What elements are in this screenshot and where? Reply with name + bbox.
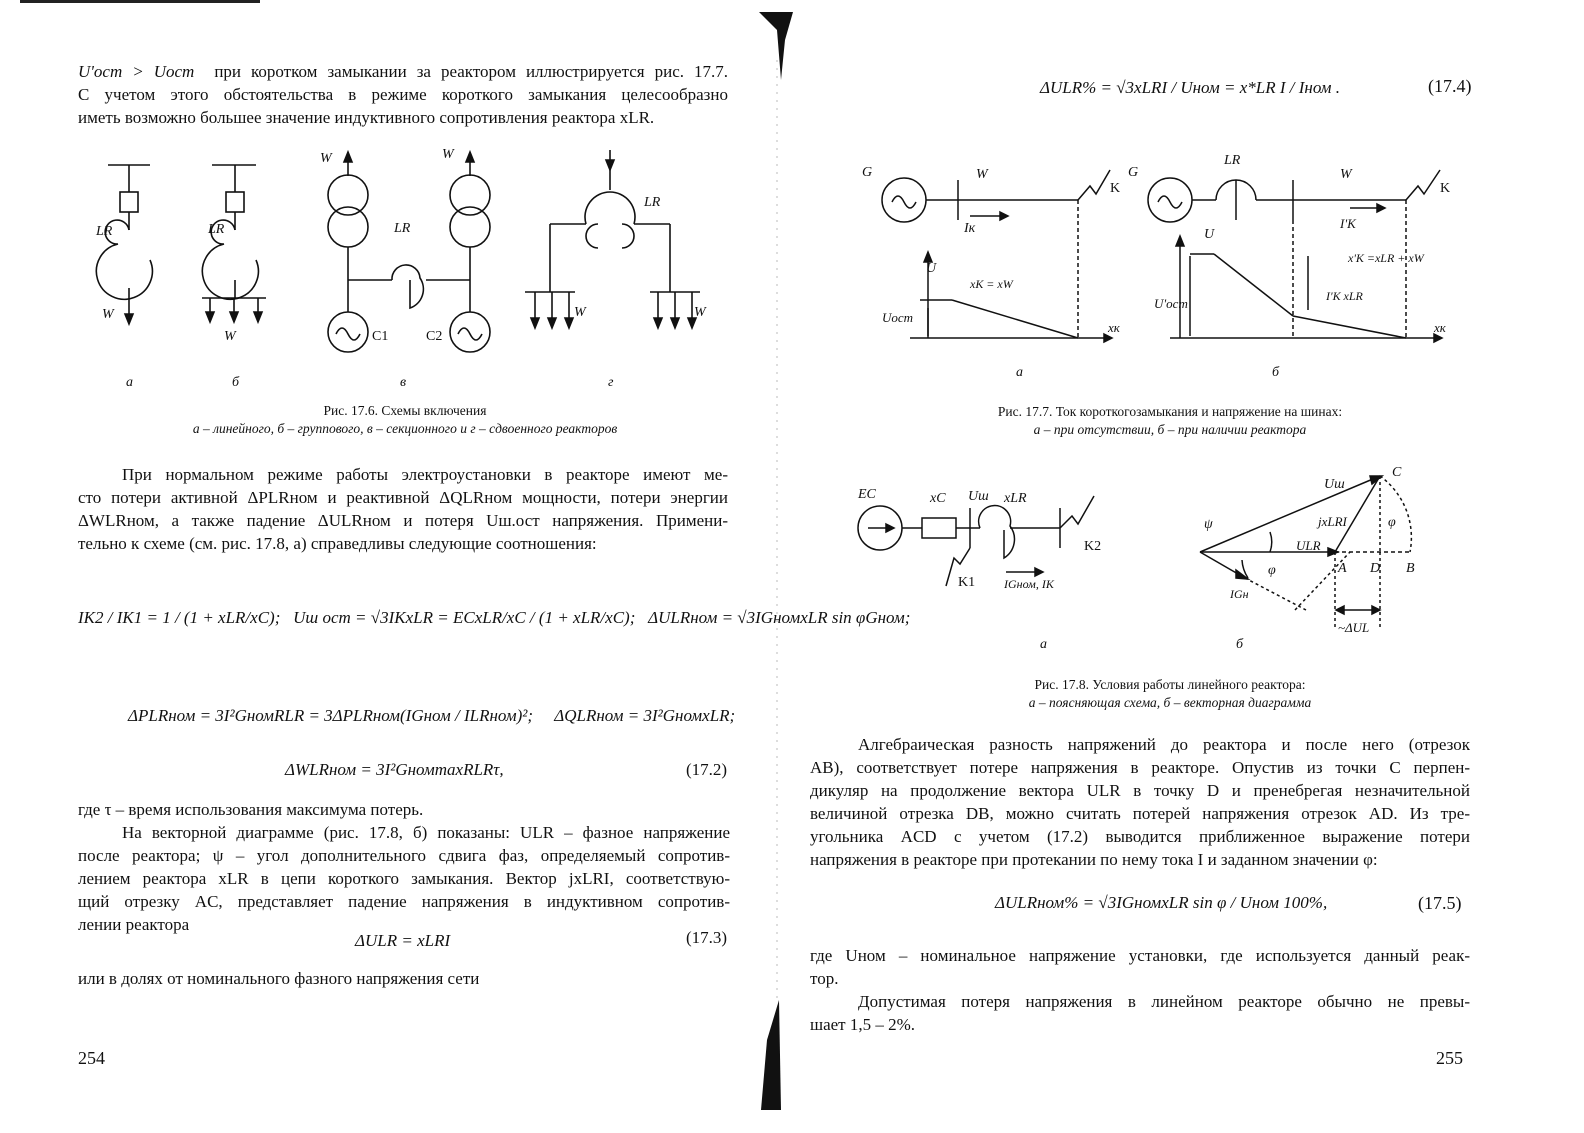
- para3-line-3: дикуляр на продолжение вектора ULR в точку D и пренебрегая незначительной: [810, 781, 1470, 800]
- equation-row-1: [78, 608, 911, 628]
- fig176-w-v2: W: [442, 147, 454, 162]
- equation-17-4: ΔULR% = √3xLRI / Uном = x*LR I / Iном .: [1040, 78, 1341, 97]
- paragraph-4: [810, 944, 1470, 990]
- intro-paragraph: [78, 60, 728, 129]
- fig177-sub-a: а: [1016, 365, 1023, 380]
- para3-line-1: Алгебраическая разность напряжений до реактора и после него (отрезок: [858, 735, 1470, 754]
- tau-line: где τ – время использования максимума потерь.: [78, 800, 424, 819]
- para3-line-2: AB), соответствует потере напряжения в реакторе. Опустив из точки C перпен-: [810, 758, 1470, 777]
- fig176-caption-text: а – линейного, б – группового, в – секционного и г – сдвоенного реакторов: [192, 421, 618, 436]
- paragraph-3: [810, 733, 1470, 871]
- fig178-k2: K2: [1084, 539, 1102, 554]
- para3-line-6: напряжения в реакторе при протекании по нему тока I и заданном значении φ:: [810, 850, 1378, 869]
- fig177-k-b: K: [1440, 181, 1451, 196]
- paragraph-2: [78, 821, 730, 936]
- para1-line-1: При нормальном режиме работы электроустановки в реакторе имеют ме-: [122, 465, 728, 484]
- fig176-w-b: W: [224, 329, 236, 344]
- fig177-xkxw: xК = xW: [970, 277, 1013, 291]
- fig178-sub-b: б: [1236, 637, 1244, 652]
- para1-line-2: сто потери активной ΔPLRном и реактивной ΔQLRном мощности, потери энергии: [78, 488, 728, 507]
- fig178-d: D: [1370, 561, 1381, 576]
- fig177-caption-title: Рис. 17.7. Ток короткогозамыкания и напряжение на шинах:: [997, 404, 1343, 419]
- fig177-w-b: W: [1340, 167, 1352, 182]
- para4-line-1: где Uном – номинальное напряжение установки, где используется данный реак-: [810, 946, 1470, 965]
- paragraph-5: [810, 990, 1470, 1036]
- equation-17-4-number: (17.4): [1428, 76, 1472, 96]
- equation-17-2-number: (17.2): [686, 760, 728, 779]
- fig176-scheme-v: [320, 147, 490, 352]
- fig178-a: A: [1338, 561, 1347, 576]
- equation-17-2: ΔWLRном = 3I²GномmaxRLRτ,: [285, 760, 504, 779]
- fig178-dul: ~ΔUL: [1338, 620, 1370, 635]
- paragraph-1: [78, 463, 728, 555]
- fig178-sub-a: а: [1040, 637, 1047, 652]
- fig177-u-a: U: [926, 261, 937, 276]
- fig176-w-v1: W: [320, 151, 332, 166]
- fig178-b: B: [1406, 561, 1415, 576]
- fig178-scheme-a: [857, 487, 1101, 591]
- para2-line-5: лении реактора: [78, 915, 190, 934]
- fig176-sub-a: а: [126, 375, 133, 390]
- para2-line-4: щий отрезку AC, представляет падение напряжения в индуктивном сопротив-: [78, 892, 730, 911]
- para3-line-5: угольника ACD с учетом (17.2) выводится приближенное выражение потери: [810, 827, 1470, 846]
- equation-17-5-number: (17.5): [1418, 893, 1462, 913]
- fig177-g-b: G: [1128, 165, 1139, 180]
- para5-line-1: Допустимая потеря напряжения в линейном реакторе обычно не превы-: [858, 992, 1470, 1011]
- fig177-uost-b: U'ост: [1154, 296, 1188, 311]
- figure-17-7: [860, 150, 1470, 386]
- eq-residual-voltage: Uш ост = √3IKxLR = ECxLR/xC / (1 + xLR/xC);: [293, 608, 636, 627]
- fig178-caption: [910, 676, 1430, 712]
- eq-active-loss: ΔPLRном = 3I²GномRLR = 3ΔPLRном(IGном / ILRном)²;: [128, 706, 534, 725]
- fig177-xk2: x'К =xLR + xW: [1348, 251, 1424, 265]
- fig176-w-g2: W: [694, 305, 706, 320]
- fig178-xc: xC: [930, 491, 946, 506]
- para3-line-4: величиной отрезка DB, можно считать потерей напряжения отрезок AD. Из тре-: [810, 804, 1470, 823]
- figure-17-6: [80, 140, 720, 400]
- fig177-g-a: G: [862, 165, 873, 180]
- fig178-k1: K1: [958, 575, 976, 590]
- tail-line: или в долях от номинального фазного напряжения сети: [78, 969, 480, 988]
- fig176-sub-g: г: [608, 375, 614, 390]
- fig177-scheme-b: [1128, 153, 1450, 342]
- fig176-scheme-g: [525, 150, 707, 328]
- fig176-lr-a: LR: [96, 224, 113, 239]
- intro-line-3: иметь возможно большее значение индуктивного сопротивления реактора xLR.: [78, 108, 655, 127]
- page-number-left: 254: [78, 1048, 105, 1068]
- fig177-ik-a: Iк: [964, 221, 976, 236]
- fig177-xk-a: xк: [1108, 320, 1120, 335]
- para4-line-2: тор.: [810, 969, 839, 988]
- eq-current-ratio: IK2 / IK1 = 1 / (1 + xLR/xC);: [78, 608, 281, 627]
- equation-17-3-number: (17.3): [686, 928, 728, 947]
- figure-17-8: [850, 460, 1450, 660]
- fig178-phi: φ: [1388, 515, 1396, 530]
- fig178-ig: IGном, IK: [1004, 577, 1054, 591]
- fig176-w-a: W: [102, 307, 114, 322]
- top-left-rule: [20, 0, 260, 3]
- fig176-lr-g: LR: [644, 195, 661, 210]
- fig176-c2: C2: [426, 329, 443, 344]
- fig178-ign: IGн: [1230, 587, 1249, 601]
- fig178-ush: Uш: [968, 489, 989, 504]
- fig177-caption-text: а – при отсутствии, б – при наличии реактора: [1033, 422, 1307, 437]
- fig178-phi2: φ: [1268, 563, 1276, 578]
- eq-voltage-drop-nom: ΔULRном = √3IGномxLR sin φGном;: [648, 608, 911, 627]
- para5-line-2: шает 1,5 – 2%.: [810, 1015, 916, 1034]
- fig177-k-a: K: [1110, 181, 1121, 196]
- fig178-ulr: ULR: [1296, 538, 1321, 553]
- fig178-c: C: [1392, 465, 1402, 480]
- para2-line-3: лением реактора xLR в цепи короткого замыкания. Вектор jxLRI, соответствую-: [78, 869, 730, 888]
- fig176-scheme-b: [202, 165, 266, 344]
- page-number-right: 255: [1436, 1048, 1463, 1068]
- fig177-sub-b: б: [1272, 365, 1280, 380]
- para1-line-4: тельно к схеме (см. рис. 17.8, а) справедливы следующие соотношения:: [78, 534, 597, 553]
- intro-line-2: С учетом этого обстоятельства в режиме короткого замыкания целесообразно: [78, 85, 728, 104]
- fig178-jx: jxLRI: [1318, 514, 1347, 529]
- fig176-w-g1: W: [574, 305, 586, 320]
- fig178-caption-text: а – поясняющая схема, б – векторная диаграмма: [1028, 695, 1312, 710]
- intro-line-1: при коротком замыкании за реактором иллюстрируется рис. 17.7.: [214, 62, 728, 81]
- equation-row-2: [128, 706, 736, 726]
- fig177-caption: [900, 403, 1440, 439]
- fig177-uost-a: Uост: [882, 310, 914, 325]
- fig176-caption-title: Рис. 17.6. Схемы включения: [323, 403, 487, 418]
- para1-line-3: ΔWLRном, а также падение ΔULRном и потеря Uш.ост напряжения. Примени-: [78, 511, 728, 530]
- fig177-ik2: I'К: [1340, 216, 1356, 231]
- fig178-xlr: xLR: [1004, 491, 1027, 506]
- equation-17-3: ΔULR = xLRI: [355, 931, 451, 950]
- fig177-ixlr: I'К xLR: [1326, 289, 1363, 303]
- fig178-caption-title: Рис. 17.8. Условия работы линейного реактора:: [1034, 677, 1306, 692]
- fig178-ec: EC: [858, 487, 876, 502]
- fig178-ush2: Uш: [1324, 477, 1345, 492]
- fig177-w-a: W: [976, 167, 988, 182]
- fig176-c1: C1: [372, 329, 389, 344]
- fig176-sub-b: б: [232, 375, 240, 390]
- para2-line-2: после реактора; ψ – угол дополнительного сдвига фаз, определяемый сопротив-: [78, 846, 730, 865]
- fig176-lr-b: LR: [208, 222, 225, 237]
- fig176-caption: [100, 402, 710, 438]
- book-gutter: [757, 0, 797, 1133]
- eq-reactive-loss: ΔQLRном = 3I²GномxLR;: [554, 706, 736, 725]
- fig178-psi: ψ: [1204, 517, 1213, 532]
- para2-line-1: На векторной диаграмме (рис. 17.8, б) показаны: ULR – фазное напряжение: [122, 823, 730, 842]
- intro-formula: U'ост > Uост: [78, 62, 195, 81]
- fig177-xk-b: xк: [1434, 320, 1446, 335]
- fig178-scheme-b: [1200, 465, 1415, 635]
- fig176-sub-v: в: [400, 375, 407, 390]
- fig176-lr-v: LR: [394, 221, 411, 236]
- fig177-scheme-a: [862, 165, 1121, 342]
- fig177-u-b: U: [1204, 227, 1215, 242]
- fig176-scheme-a: [95, 165, 152, 324]
- equation-17-5: ΔULRном% = √3IGномxLR sin φ / Uном 100%,: [995, 893, 1328, 912]
- fig177-lr-b: LR: [1224, 153, 1241, 168]
